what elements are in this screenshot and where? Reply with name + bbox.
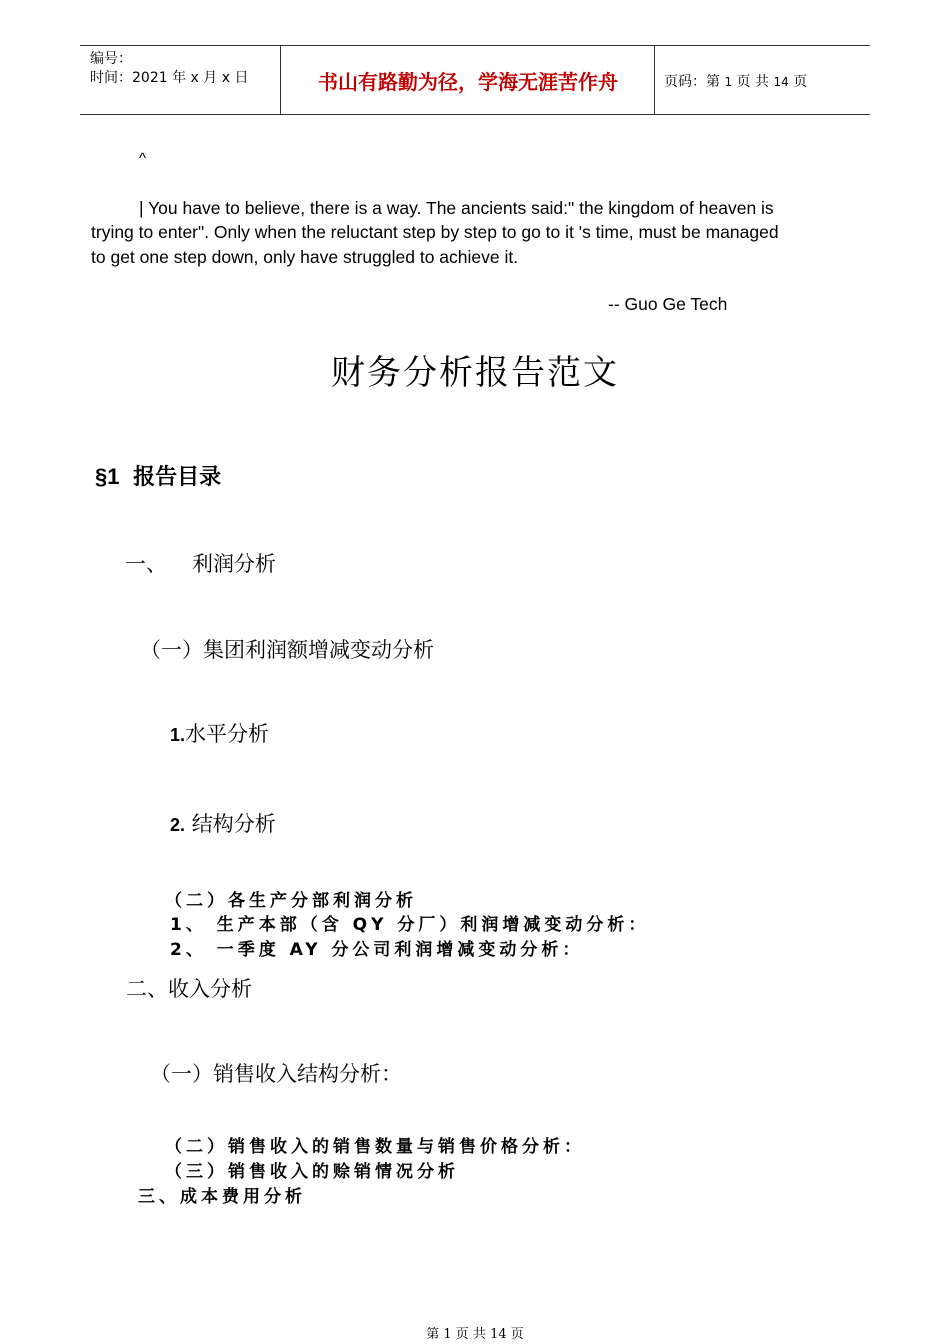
toc-item-num: 1. [170,725,186,745]
header-table [80,45,870,115]
footer-mid: 页 共 [455,1327,486,1342]
toc-item-2-2: （二）销售收入的销售数量与销售价格分析： [165,1137,585,1157]
toc-item-label: 结构分析 [191,812,276,836]
quote-attribution: -- Guo Ge Tech [608,294,728,314]
footer-total: 14 [490,1327,507,1342]
page-suffix: 页 [793,74,808,90]
footer-suffix: 页 [510,1327,524,1342]
toc-item-3: 三、成本费用分析 [138,1187,306,1207]
toc-item-1-2-2: 2、 一季度 AY 分公司利润增减变动分析： [170,940,584,960]
toc-item-1-1: （一）集团利润额增减变动分析 [140,638,434,662]
section-number: §1 [95,464,120,489]
toc-item-2-3: （三）销售收入的赊销情况分析 [165,1162,459,1182]
toc-item-1-2-1: 1、 生产本部（含 QY 分厂）利润增减变动分析： [170,915,650,935]
header-meta [90,50,248,88]
toc-item-num: 2. [170,815,186,835]
header-page-info [664,71,807,91]
toc-item-2: 二、收入分析 [126,977,252,1001]
page-footer [0,1323,950,1342]
header-motto: 书山有路勤为径，学海无涯苦作舟 [318,70,618,94]
quote-line-3: to get one step down, only have struggled to achieve it. [91,247,519,267]
header-divider [280,46,281,114]
toc-item-1-1-2 [170,808,276,838]
date-text: 时间：2021 年 x 月 x 日 [90,70,249,86]
toc-item-1-2: （二）各生产分部利润分析 [165,891,417,911]
quote-line-2: trying to enter". Only when the reluctant step by step to go to it 's time, must be managed [91,222,779,242]
footer-page: 1 [443,1327,452,1342]
caret-mark: ^ [139,150,147,167]
toc-item-2-1: （一）销售收入结构分析： [150,1062,402,1086]
page-prefix: 页码：第 [664,74,720,90]
section-label: 报告目录 [133,465,222,490]
toc-item-1 [125,548,276,578]
page-mid: 页 共 [736,74,769,90]
page-number: 1 [724,75,733,89]
footer-prefix: 第 [426,1327,440,1342]
section-heading [95,460,221,491]
toc-item-1-num: 一、 [125,552,167,576]
header-divider [654,46,655,114]
page-total: 14 [773,75,789,89]
document-title: 财务分析报告范文 [331,353,619,393]
toc-item-label: 水平分析 [185,722,270,746]
toc-item-1-label: 利润分析 [192,552,276,576]
toc-item-1-1-1 [170,718,269,748]
serial-label: 编号： [90,51,132,67]
quote-line-1: | You have to believe, there is a way. The ancients said:" the kingdom of heaven is [139,198,774,218]
